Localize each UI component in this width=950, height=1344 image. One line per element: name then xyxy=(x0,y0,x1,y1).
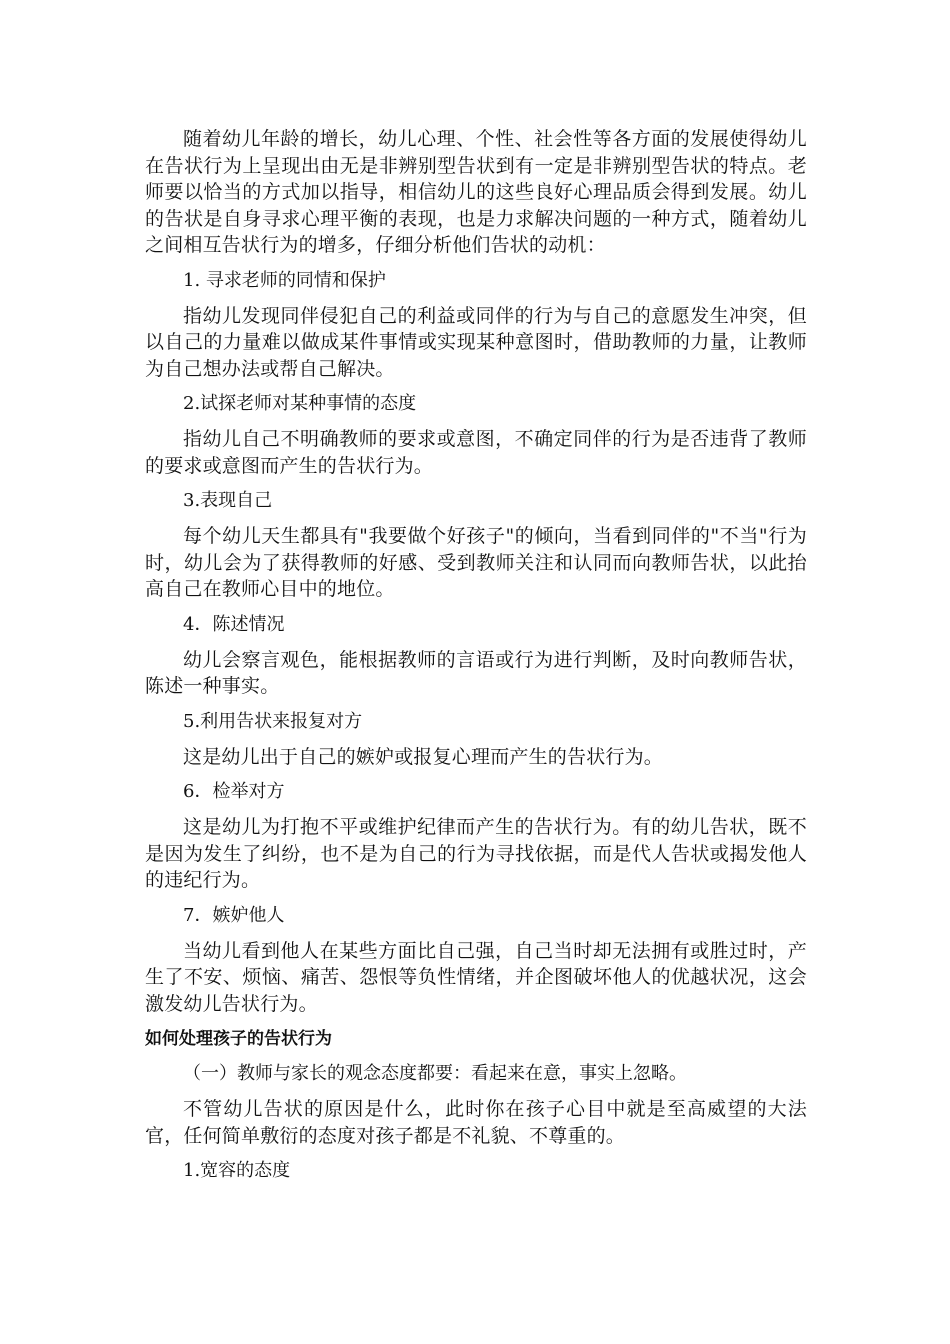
intro-paragraph: 随着幼儿年龄的增长，幼儿心理、个性、社会性等各方面的发展使得幼儿在告状行为上呈现出由无是非辨别型告状到有一定是非辨别型告状的特点。老师要以恰当的方式加以指导，相信幼儿的这些良好心理品质会得到发展。幼儿的告状是自身寻求心理平衡的表现，也是力求解决问题的一种方式，随着幼儿之间相互告状行为的增多，仔细分析他们告状的动机： xyxy=(145,128,807,256)
subsection-1-body: 不管幼儿告状的原因是什么，此时你在孩子心目中就是至高威望的大法官，任何简单敷衍的态度对孩子都是不礼貌、不尊重的。 xyxy=(145,1098,807,1147)
motive-5-title: 5.利用告状来报复对方 xyxy=(183,710,363,732)
motive-6-body: 这是幼儿为打抱不平或维护纪律而产生的告状行为。有的幼儿告状，既不是因为发生了纠纷，也不是为自己的行为寻找依据，而是代人告状或揭发他人的违纪行为。 xyxy=(145,816,807,891)
motive-5-body: 这是幼儿出于自己的嫉妒或报复心理而产生的告状行为。 xyxy=(183,745,664,768)
motive-1-body: 指幼儿发现同伴侵犯自己的利益或同伴的行为与自己的意愿发生冲突，但以自己的力量难以做成某件事情或实现某种意图时，借助教师的力量，让教师为自己想办法或帮自己解决。 xyxy=(145,304,807,380)
motive-3-body: 每个幼儿天生都具有"我要做个好孩子"的倾向，当看到同伴的"不当"行为时，幼儿会为了获得教师的好感、受到教师关注和认同而向教师告状，以此抬高自己在教师心目中的地位。 xyxy=(145,525,807,600)
motive-1-title: 1. 寻求老师的同情和保护 xyxy=(183,269,386,291)
subsection-1-item-1: 1.宽容的态度 xyxy=(183,1160,291,1181)
subsection-1-title: （一）教师与家长的观念态度都要：看起来在意，事实上忽略。 xyxy=(183,1063,687,1084)
section-heading: 如何处理孩子的告状行为 xyxy=(145,1029,332,1049)
motive-2-body: 指幼儿自己不明确教师的要求或意图，不确定同伴的行为是否违背了教师的要求或意图而产生的告状行为。 xyxy=(145,428,807,477)
motive-7-body: 当幼儿看到他人在某些方面比自己强，自己当时却无法拥有或胜过时，产生了不安、烦恼、痛苦、怨恨等负性情绪，并企图破坏他人的优越状况，这会激发幼儿告状行为。 xyxy=(145,939,807,1015)
motive-4-body: 幼儿会察言观色，能根据教师的言语或行为进行判断，及时向教师告状，陈述一种事实。 xyxy=(145,648,807,697)
motive-4-title: 4．陈述情况 xyxy=(183,613,285,635)
document-page xyxy=(145,126,807,1184)
motive-2-title: 2.试探老师对某种事情的态度 xyxy=(183,393,417,414)
motive-6-title: 6．检举对方 xyxy=(183,781,285,802)
motive-3-title: 3.表现自己 xyxy=(183,490,273,511)
motive-7-title: 7．嫉妒他人 xyxy=(183,904,285,926)
